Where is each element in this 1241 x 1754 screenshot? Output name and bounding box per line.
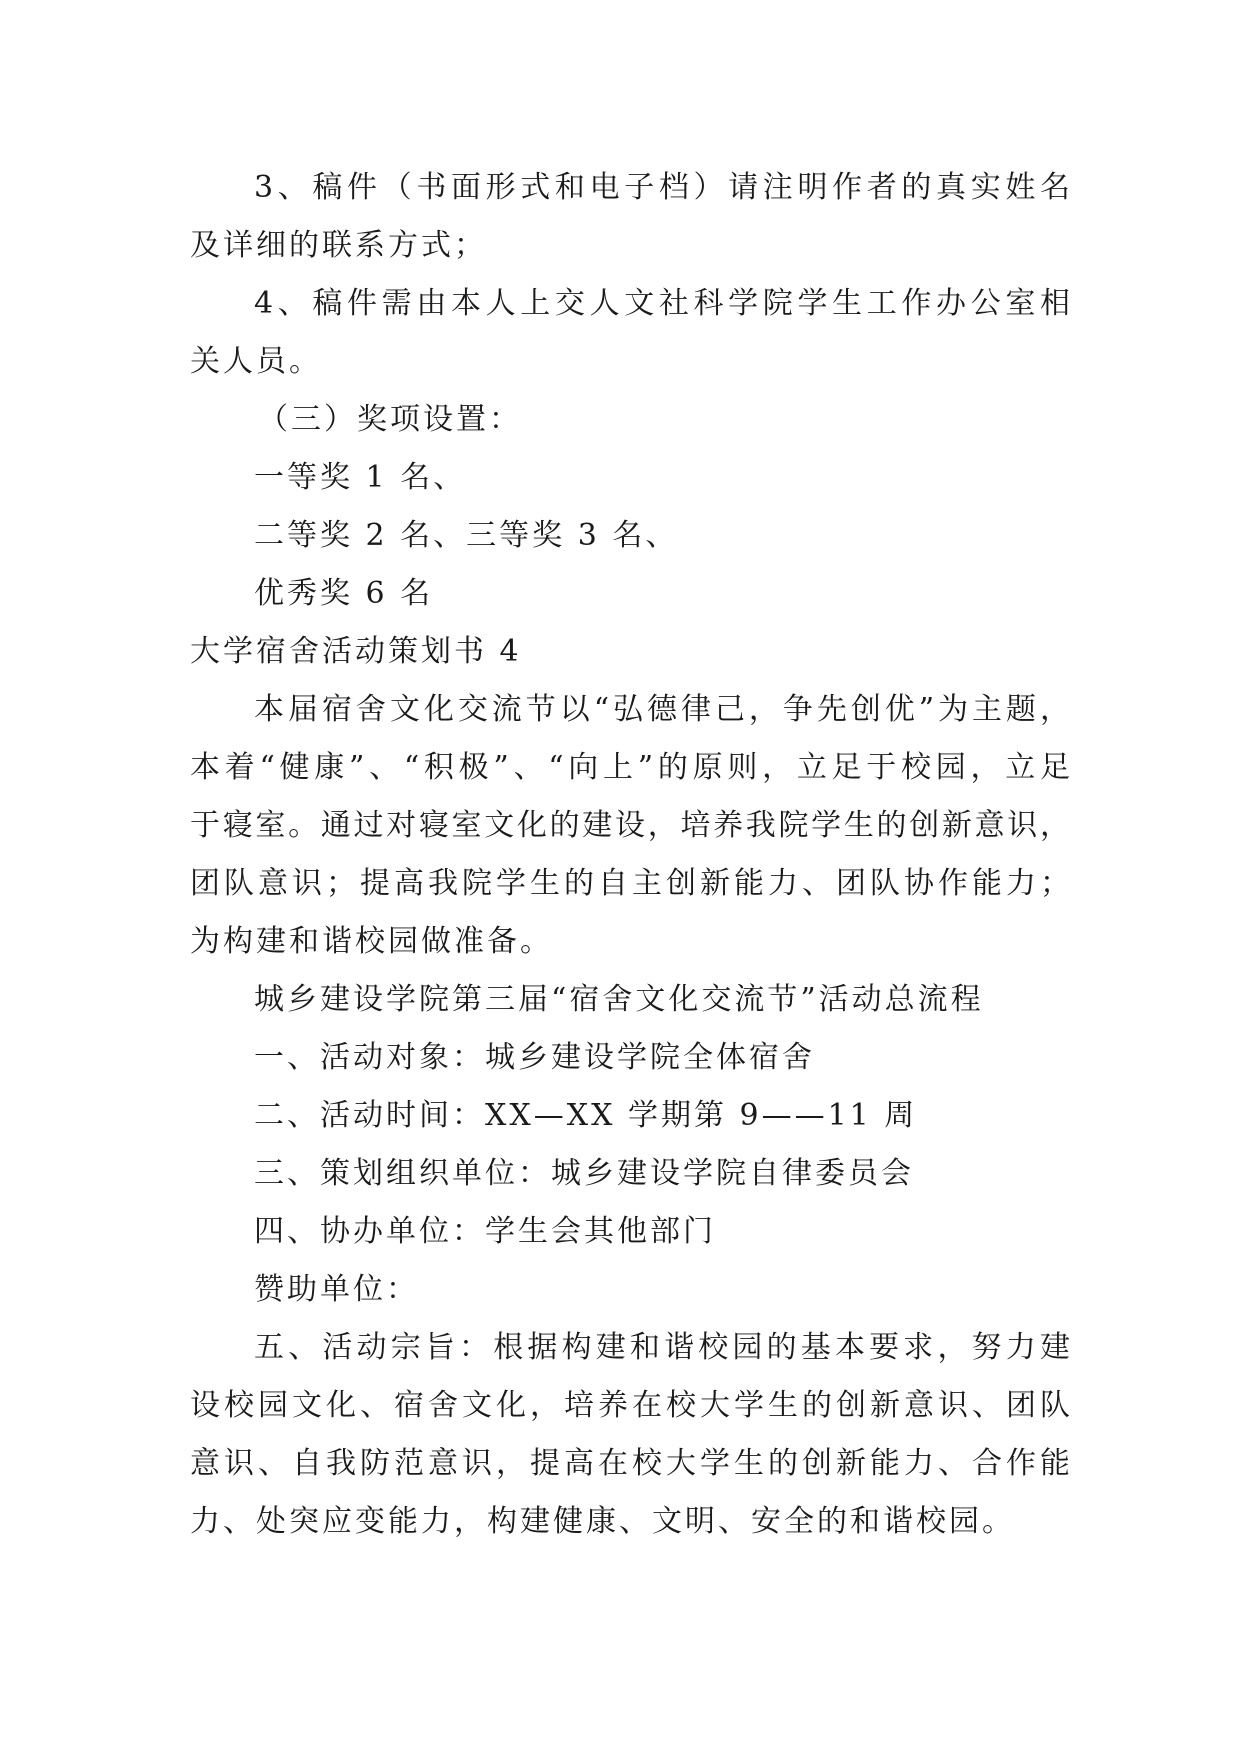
paragraph-line: 为构建和谐校园做准备。 bbox=[190, 924, 553, 959]
paragraph-line: 及详细的联系方式； bbox=[190, 228, 487, 263]
paragraph-line: 二等奖 2 名、三等奖 3 名、 bbox=[254, 518, 679, 553]
section-heading: （三）奖项设置： bbox=[258, 402, 522, 437]
paragraph-line: 一、活动对象：城乡建设学院全体宿舍 bbox=[254, 1040, 815, 1075]
paragraph-line: 城乡建设学院第三届“宿舍文化交流节”活动总流程 bbox=[254, 982, 984, 1017]
paragraph-line: 力、处突应变能力，构建健康、文明、安全的和谐校园。 bbox=[190, 1504, 1015, 1539]
paragraph-line: 四、协办单位：学生会其他部门 bbox=[254, 1214, 716, 1249]
paragraph-line: 二、活动时间：XX—XX 学期第 9——11 周 bbox=[254, 1098, 918, 1133]
paragraph-line: 优秀奖 6 名 bbox=[254, 576, 434, 611]
paragraph-line: 本届宿舍文化交流节以“弘德律己，争先创优”为主题， bbox=[254, 692, 1070, 727]
document-section-title: 大学宿舍活动策划书 4 bbox=[190, 634, 522, 669]
paragraph-line: 意识、自我防范意识，提高在校大学生的创新能力、合作能 bbox=[190, 1446, 1070, 1481]
paragraph-line: 三、策划组织单位：城乡建设学院自律委员会 bbox=[254, 1156, 914, 1191]
paragraph-line: 4、稿件需由本人上交人文社科学院学生工作办公室相 bbox=[254, 286, 1070, 321]
paragraph-line: 3、稿件（书面形式和电子档）请注明作者的真实姓名 bbox=[254, 170, 1070, 205]
paragraph-line: 五、活动宗旨：根据构建和谐校园的基本要求，努力建 bbox=[254, 1330, 1070, 1365]
paragraph-line: 本着“健康”、“积极”、“向上”的原则，立足于校园，立足 bbox=[190, 750, 1070, 785]
paragraph-line: 赞助单位： bbox=[254, 1272, 419, 1307]
paragraph-line: 关人员。 bbox=[190, 344, 322, 379]
paragraph-line: 团队意识；提高我院学生的自主创新能力、团队协作能力； bbox=[190, 866, 1070, 901]
paragraph-line: 一等奖 1 名、 bbox=[254, 460, 467, 495]
paragraph-line: 设校园文化、宿舍文化，培养在校大学生的创新意识、团队 bbox=[190, 1388, 1070, 1423]
paragraph-line: 于寝室。通过对寝室文化的建设，培养我院学生的创新意识， bbox=[190, 808, 1070, 843]
